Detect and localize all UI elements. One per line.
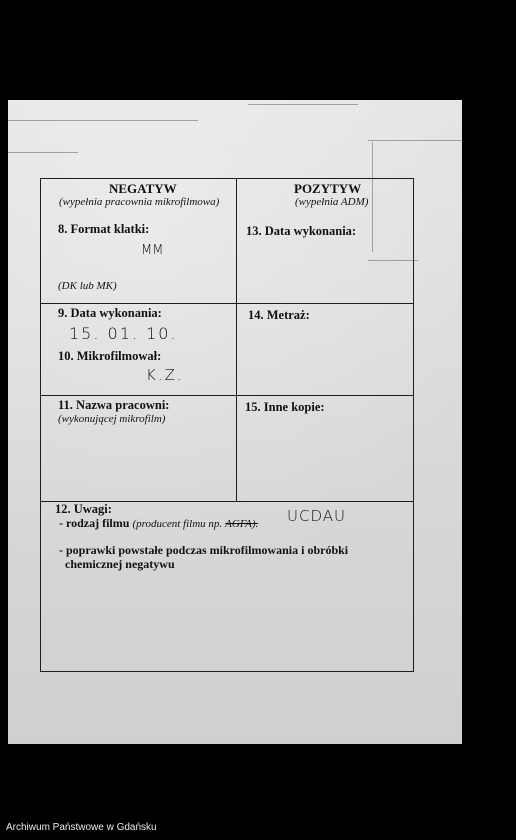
negatyw-subtitle: (wypełnia pracownia mikrofilmowa): [59, 196, 220, 208]
row-divider: [41, 303, 413, 304]
negatyw-title: NEGATYW: [109, 181, 177, 196]
film-type-example: AGFA).: [225, 518, 259, 530]
format-label: 8. Format klatki:: [58, 222, 150, 236]
date-value: 15. 01. 10.: [69, 324, 178, 343]
row-divider: [41, 395, 413, 396]
format-value: MM: [141, 243, 164, 258]
pozytyw-title: POZYTYW: [294, 181, 362, 196]
film-type-label: - rodzaj filmu: [59, 516, 130, 530]
lab-hint: (wykonującej mikrofilm): [58, 413, 166, 425]
scratch-mark: [248, 104, 358, 105]
scratch-mark: [368, 140, 462, 141]
corrections-line1: - poprawki powstałe podczas mikrofilmowania i obróbki: [59, 543, 349, 557]
film-type-line: [59, 516, 258, 531]
format-hint: (DK lub MK): [58, 280, 117, 292]
microfilm-form: [40, 178, 414, 672]
lab-label: 11. Nazwa pracowni:: [58, 398, 170, 412]
filmed-by-value: K.Z.: [146, 366, 184, 384]
copies-label: 15. Inne kopie:: [245, 400, 325, 414]
column-divider: [236, 179, 237, 501]
film-type-hint: (producent filmu np.: [132, 518, 223, 530]
date-label: 9. Data wykonania:: [58, 306, 162, 320]
pozytyw-date-label: 13. Data wykonania:: [246, 224, 357, 238]
length-label: 14. Metraż:: [248, 308, 310, 322]
scratch-mark: [8, 120, 198, 121]
uwagi-label: 12. Uwagi:: [55, 502, 112, 516]
pozytyw-subtitle: (wypełnia ADM): [295, 196, 369, 208]
archive-footer: Archiwum Państwowe w Gdańsku: [6, 822, 157, 833]
scratch-mark: [8, 152, 78, 153]
corrections-line2: chemicznej negatywu: [65, 557, 175, 571]
film-type-value: UCDAU: [287, 507, 346, 525]
filmed-by-label: 10. Mikrofilmował:: [58, 349, 162, 363]
